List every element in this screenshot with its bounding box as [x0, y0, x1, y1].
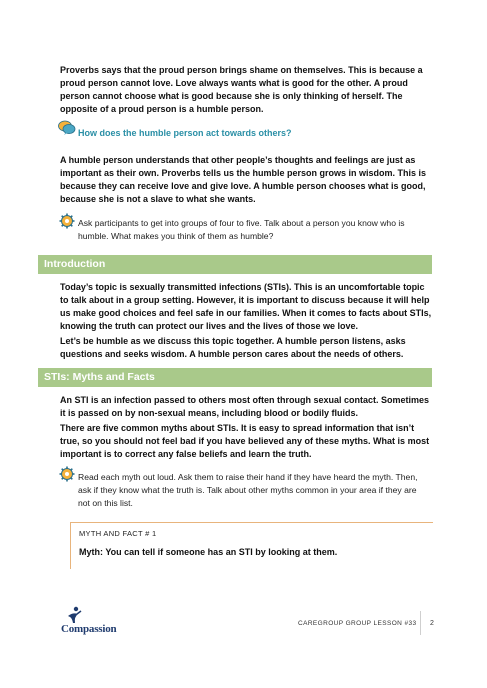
section-header-introduction: Introduction	[38, 255, 432, 274]
myths-paragraph-2: There are five common myths about STIs. It is easy to spread information that isn’t true, so you should not feel bad if you have believed any of these myths. What is most important is to correct any false beliefs and learn the truth.	[60, 423, 430, 459]
humble-paragraph: A humble person understands that other people’s thoughts and feelings are just as important as their own. Proverbs tells us the humble person grows in wisdom. This is because they can receive love and give love. A humble person chooses what is good, because she is not a slave to what she wants.	[60, 155, 427, 204]
footer-lesson-title: CAREGROUP GROUP LESSON #33	[298, 620, 417, 627]
page-number: 2	[430, 620, 434, 627]
facilitator-note-1: Ask participants to get into groups of four to five. Talk about a person you know who is humble. What makes you think of them as humble?	[78, 218, 405, 241]
myths-paragraph-1: An STI is an infection passed to others most often through sexual contact. Sometimes it is passed on by non-sexual means, including blood or bodily fluids.	[60, 395, 430, 418]
myth-box-label: MYTH AND FACT # 1	[79, 529, 157, 538]
logo-wordmark: Compassion	[61, 623, 117, 635]
compassion-logo	[58, 606, 130, 636]
intro-paragraph: Proverbs says that the proud person brings shame on themselves. This is because a proud person cannot love. Love always wants what is good for the other. A proud person cannot choose what is good because she is only thinking of herself. The opposite of a proud person is a humble person.	[60, 65, 423, 114]
speech-bubbles-icon	[58, 120, 76, 136]
facilitator-note-2: Read each myth out loud. Ask them to raise their hand if they have heard the myth. Then, ask if they know what the truth is. Talk about other myths common in your area if they are not on this list.	[78, 472, 418, 508]
section-header-myths-facts: STIs: Myths and Facts	[38, 368, 432, 387]
running-figure-icon	[66, 606, 82, 624]
discussion-question: How does the humble person act towards others?	[78, 128, 292, 138]
footer-divider	[420, 611, 421, 635]
facilitator-gear-icon-2	[59, 466, 75, 482]
facilitator-gear-icon	[59, 213, 75, 229]
intro-section-paragraph-2: Let’s be humble as we discuss this topic together. A humble person listens, asks questions and seeks wisdom. A humble person cares about the needs of others.	[60, 336, 406, 359]
intro-section-paragraph-1: Today’s topic is sexually transmitted infections (STIs). This is an uncomfortable topic to talk about in a group setting. However, it is important to discuss because it will help us make good choices and feel safe in our families. When it comes to facts about STIs, knowing the truth can protect our lives and the lives of those we love.	[60, 282, 432, 331]
myth-fact-box	[70, 522, 433, 569]
myth-statement: Myth: You can tell if someone has an STI by looking at them.	[79, 547, 338, 557]
